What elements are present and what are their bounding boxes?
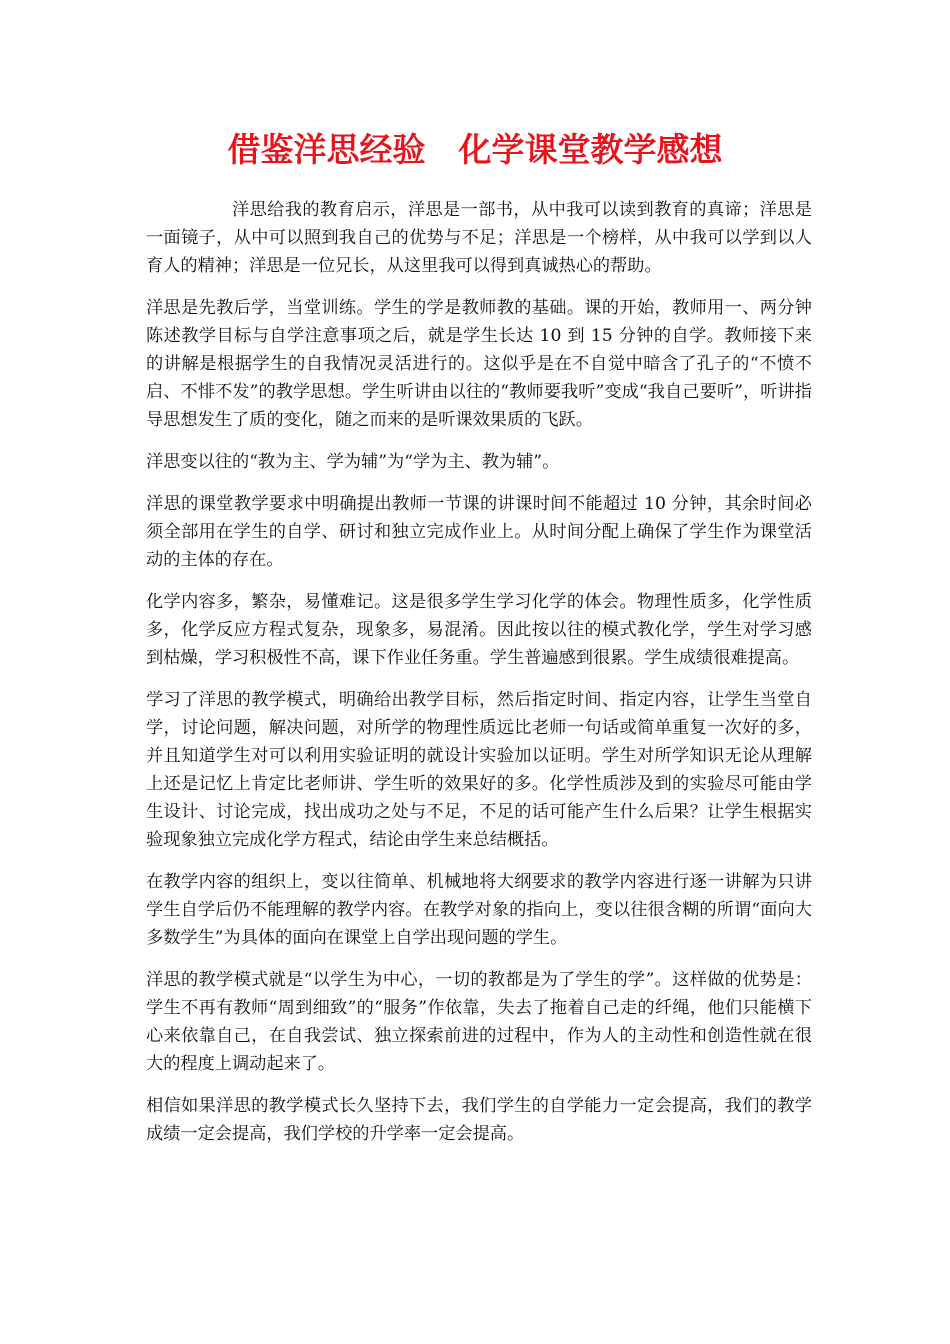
- paragraph-7: 在教学内容的组织上，变以往简单、机械地将大纲要求的教学内容进行逐一讲解为只讲学生自学后仍不能理解的教学内容。在教学对象的指向上，变以往很含糊的所谓“面向大多数学生”为具体的面向在课堂上自学出现问题的学生。: [146, 872, 812, 948]
- paragraph-5: 化学内容多，繁杂，易懂难记。这是很多学生学习化学的体会。物理性质多，化学性质多，化学反应方程式复杂，现象多，易混淆。因此按以往的模式教化学，学生对学习感到枯燥，学习积极性不高，课下作业任务重。学生普遍感到很累。学生成绩很难提高。: [146, 592, 812, 668]
- paragraph-1: 洋思给我的教育启示，洋思是一部书，从中我可以读到教育的真谛；洋思是一面镜子，从中可以照到我自己的优势与不足；洋思是一个榜样，从中我可以学到以人育人的精神；洋思是一位兄长，从这里我可以得到真诚热心的帮助。: [146, 200, 812, 276]
- paragraph-2: 洋思是先教后学，当堂训练。学生的学是教师教的基础。课的开始，教师用一、两分钟陈述教学目标与自学注意事项之后，就是学生长达 10 到 15 分钟的自学。教师接下来的讲解是根据学生的自我情况灵活进行的。这似乎是在不自觉中暗含了孔子的“不愤不启、不悱不发”的教学思想。学生听讲由以往的“教师要我听”变成“我自己要听”，听讲指导思想发生了质的变化，随之而来的是听课效果质的飞跃。: [146, 298, 812, 430]
- paragraph-8: 洋思的教学模式就是“以学生为中心，一切的教都是为了学生的学”。这样做的优势是：学生不再有教师“周到细致”的“服务”作依靠，失去了拖着自己走的纤绳，他们只能横下心来依靠自己，在自我尝试、独立探索前进的过程中，作为人的主动性和创造性就在很大的程度上调动起来了。: [146, 970, 812, 1074]
- paragraph-3: 洋思变以往的“教为主、学为辅”为“学为主、教为辅”。: [146, 452, 560, 472]
- paragraph-6: 学习了洋思的教学模式，明确给出教学目标，然后指定时间、指定内容，让学生当堂自学，讨论问题，解决问题，对所学的物理性质远比老师一句话或简单重复一次好的多，并且知道学生对可以利用实验证明的就设计实验加以证明。学生对所学知识无论从理解上还是记忆上肯定比老师讲、学生听的效果好的多。化学性质涉及到的实验尽可能由学生设计、讨论完成，找出成功之处与不足，不足的话可能产生什么后果？让学生根据实验现象独立完成化学方程式，结论由学生来总结概括。: [146, 690, 812, 850]
- document-title: 借鉴洋思经验 化学课堂教学感想: [227, 130, 723, 169]
- document-body: [146, 196, 812, 1162]
- paragraph-4: 洋思的课堂教学要求中明确提出教师一节课的讲课时间不能超过 10 分钟，其余时间必须全部用在学生的自学、研讨和独立完成作业上。从时间分配上确保了学生作为课堂活动的主体的存在。: [146, 494, 812, 570]
- paragraph-9: 相信如果洋思的教学模式长久坚持下去，我们学生的自学能力一定会提高，我们的教学成绩一定会提高，我们学校的升学率一定会提高。: [146, 1096, 812, 1144]
